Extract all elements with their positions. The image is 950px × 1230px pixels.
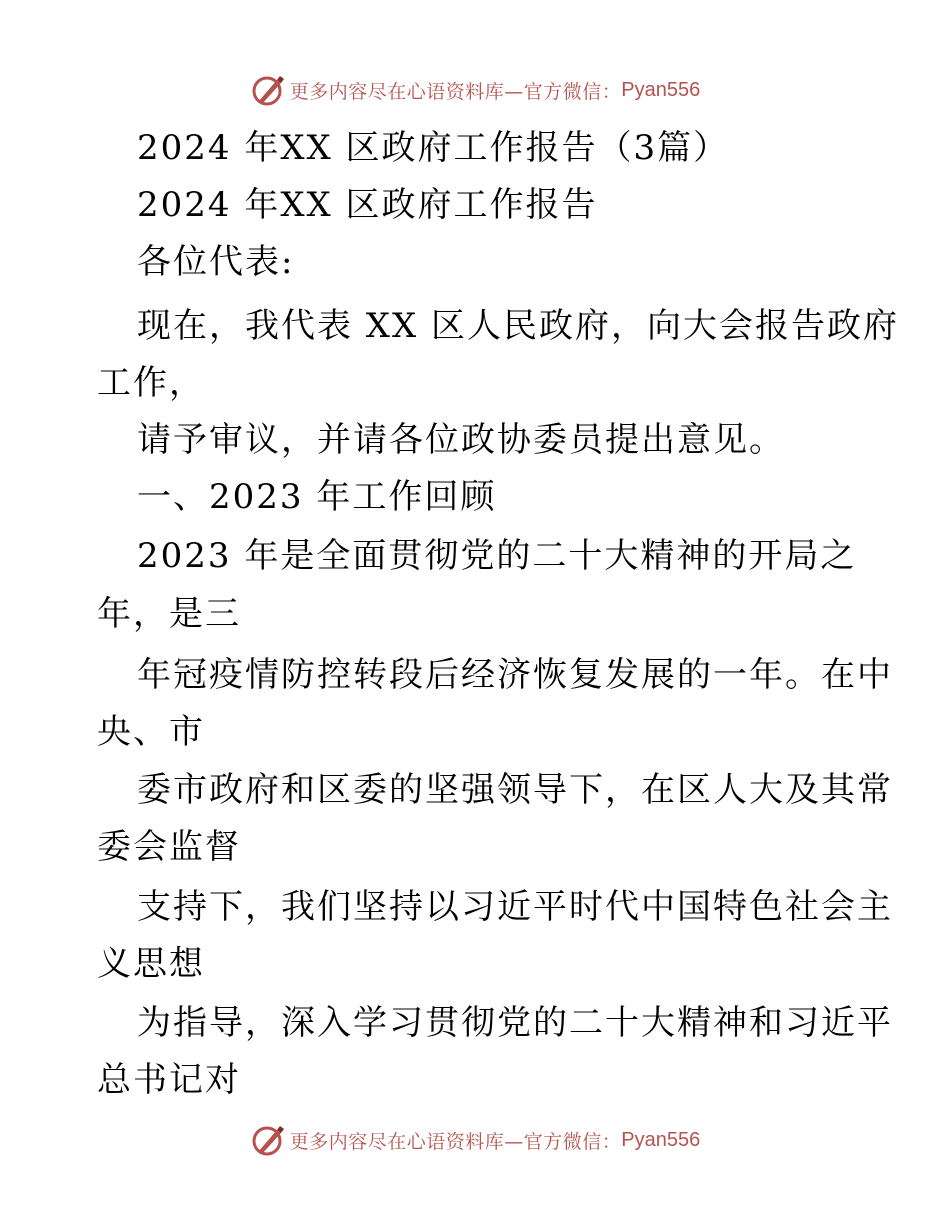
- paragraph-line: 义思想: [97, 944, 205, 984]
- paragraph-line: 请予审议，并请各位政协委员提出意见。: [137, 420, 785, 460]
- report-title: 2024 年XX 区政府工作报告: [137, 185, 598, 225]
- paragraph-line: 委会监督: [97, 827, 241, 867]
- paragraph-line: 央、市: [97, 712, 205, 752]
- watermark-text: 更多内容尽在心语资料库—官方微信：: [289, 1130, 622, 1153]
- paragraph-line: 现在，我代表 XX 区人民政府，向大会报告政府: [137, 306, 900, 346]
- pen-logo-icon: [250, 1122, 286, 1158]
- paragraph-line: 2023 年是全面贯彻党的二十大精神的开局之: [137, 536, 857, 576]
- paragraph-line: 支持下，我们坚持以习近平时代中国特色社会主: [137, 887, 893, 927]
- watermark-wechat-id: Pyan556: [621, 1128, 701, 1151]
- paragraph-line: 委市政府和区委的坚强领导下，在区人大及其常: [137, 770, 893, 810]
- paragraph-line: 年冠疫情防控转段后经济恢复发展的一年。在中: [137, 655, 893, 695]
- watermark-header: [0, 70, 950, 110]
- document-title: 2024 年XX 区政府工作报告（3篇）: [137, 128, 730, 168]
- watermark-text: 更多内容尽在心语资料库—官方微信：: [289, 80, 622, 103]
- pen-logo-icon: [250, 72, 286, 108]
- watermark-footer: [0, 1120, 950, 1160]
- salutation: 各位代表:: [137, 242, 295, 282]
- watermark-wechat-id: Pyan556: [621, 78, 701, 101]
- paragraph-line: 为指导，深入学习贯彻党的二十大精神和习近平: [137, 1003, 893, 1043]
- paragraph-line: 总书记对: [97, 1060, 241, 1100]
- section-heading: 一、2023 年工作回顾: [137, 477, 497, 517]
- paragraph-line: 工作，: [97, 363, 205, 403]
- paragraph-line: 年，是三: [97, 594, 241, 634]
